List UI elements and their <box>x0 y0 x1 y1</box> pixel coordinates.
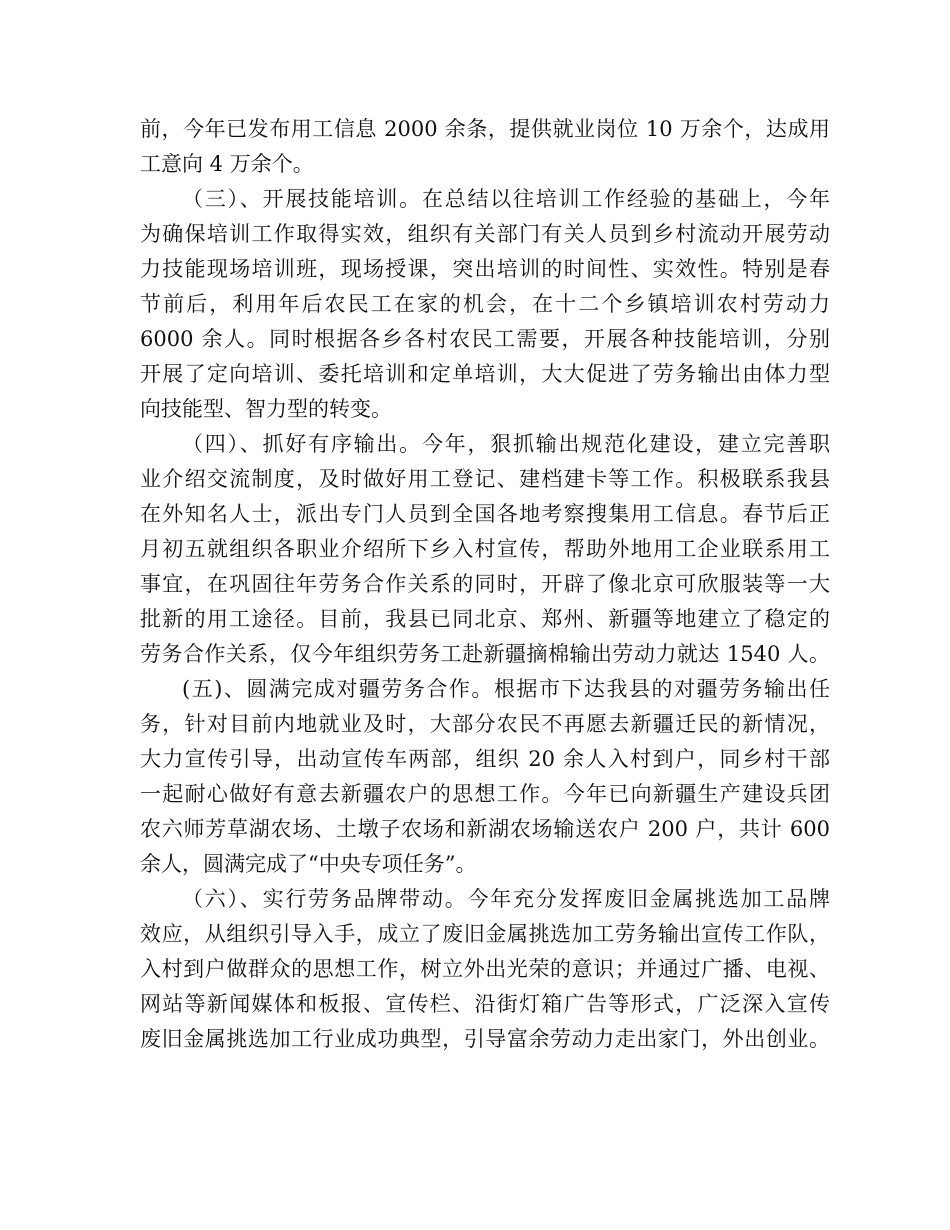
text-line: 力技能现场培训班，现场授课，突出培训的时间性、实效性。特别是春 <box>140 257 830 281</box>
paragraph-section-3 <box>140 182 830 427</box>
text-line: 事宜，在巩固往年劳务合作关系的同时，开辟了像北京可欣服装等一大 <box>140 572 830 596</box>
text-line: 废旧金属挑选加工行业成功典型，引导富余劳动力走出家门，外出创业。 <box>140 1027 830 1051</box>
paragraph-section-4 <box>140 427 830 672</box>
text-line: 业介绍交流制度，及时做好用工登记、建档建卡等工作。积极联系我县 <box>140 467 830 491</box>
document-body <box>140 112 830 1057</box>
text-line: 劳务合作关系，仅今年组织劳务工赴新疆摘棉输出劳动力就达 1540 人。 <box>140 642 830 666</box>
text-line: 余人，圆满完成了“中央专项任务”。 <box>140 852 477 876</box>
text-line: 效应，从组织引导入手，成立了废旧金属挑选加工劳务输出宣传工作队， <box>140 922 830 946</box>
text-line: 6000 余人。同时根据各乡各村农民工需要，开展各种技能培训，分别 <box>140 327 830 351</box>
text-line: 大力宣传引导，出动宣传车两部，组织 20 余人入村到户，同乡村干部 <box>140 747 830 771</box>
text-line: 为确保培训工作取得实效，组织有关部门有关人员到乡村流动开展劳动 <box>140 222 830 246</box>
text-line: 月初五就组织各职业介绍所下乡入村宣传，帮助外地用工企业联系用工 <box>140 537 830 561</box>
paragraph-intro-continued <box>140 112 830 182</box>
text-line: (五)、圆满完成对疆劳务合作。根据市下达我县的对疆劳务输出任 <box>182 677 830 701</box>
text-line: （六）、实行劳务品牌带动。今年充分发挥废旧金属挑选加工品牌 <box>182 887 830 911</box>
text-line: 入村到户做群众的思想工作，树立外出光荣的意识；并通过广播、电视、 <box>140 957 830 981</box>
text-line: （三）、开展技能培训。在总结以往培训工作经验的基础上，今年 <box>182 187 830 211</box>
text-line: 在外知名人士，派出专门人员到全国各地考察搜集用工信息。春节后正 <box>140 502 830 526</box>
text-line: 网站等新闻媒体和板报、宣传栏、沿街灯箱广告等形式，广泛深入宣传 <box>140 992 830 1016</box>
text-line: 一起耐心做好有意去新疆农户的思想工作。今年已向新疆生产建设兵团 <box>140 782 830 806</box>
text-line: 前，今年已发布用工信息 2000 余条，提供就业岗位 10 万余个，达成用 <box>140 117 830 141</box>
text-line: 农六师芳草湖农场、土墩子农场和新湖农场输送农户 200 户，共计 600 <box>140 817 830 841</box>
paragraph-section-5 <box>140 672 830 882</box>
text-line: 工意向 4 万余个。 <box>140 152 314 176</box>
text-line: 开展了定向培训、委托培训和定单培训，大大促进了劳务输出由体力型 <box>140 362 830 386</box>
text-line: 向技能型、智力型的转变。 <box>140 397 392 421</box>
text-line: 节前后，利用年后农民工在家的机会，在十二个乡镇培训农村劳动力 <box>140 292 830 316</box>
paragraph-section-6 <box>140 882 830 1057</box>
text-line: 批新的用工途径。目前，我县已同北京、郑州、新疆等地建立了稳定的 <box>140 607 830 631</box>
text-line: 务，针对目前内地就业及时，大部分农民不再愿去新疆迁民的新情况， <box>140 712 830 736</box>
text-line: （四）、抓好有序输出。今年，狠抓输出规范化建设，建立完善职 <box>182 432 830 456</box>
